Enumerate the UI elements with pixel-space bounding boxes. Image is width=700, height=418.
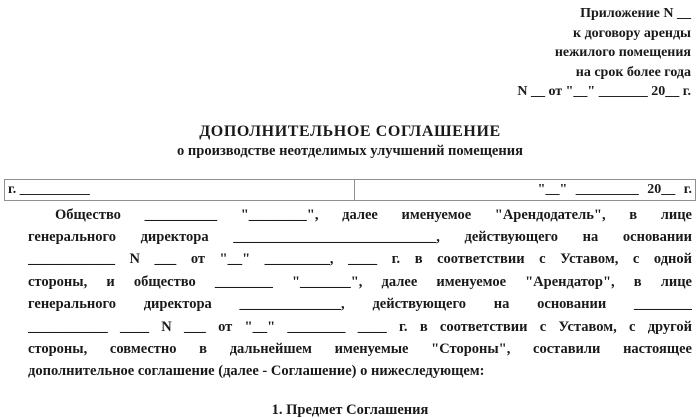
preamble-line: генерального директора ______________, действующего на основании ________ <box>28 296 692 313</box>
appendix-number-date-line: N __ от "__" _______ 20__ г. <box>517 84 691 99</box>
title-block <box>0 123 700 162</box>
preamble-line: стороны, и общество ________ "_______", далее именуемое "Арендатор", в лице <box>28 273 692 290</box>
preamble-paragraph <box>28 204 692 383</box>
preamble-line: ____________ N ___ от "__" _________, ____ г. в соответствии с Уставом, с одной <box>28 251 692 268</box>
appendix-line: нежилого помещения <box>554 45 691 60</box>
city-field: г. __________ <box>5 180 355 200</box>
preamble-line: дополнительное соглашение (далее - Соглашение) о нижеследующем: <box>28 363 485 380</box>
document-subtitle: о производстве неотделимых улучшений помещения <box>177 142 523 159</box>
document-title: ДОПОЛНИТЕЛЬНОЕ СОГЛАШЕНИЕ <box>199 122 501 140</box>
preamble-line: стороны, совместно в дальнейшем именуемые "Стороны", составили настоящее <box>28 340 692 357</box>
preamble-line: генерального директора ____________________________, действующего на основании <box>28 228 692 245</box>
date-field: "__" _________ 20__ г. <box>537 181 692 197</box>
appendix-line: Приложение N __ <box>580 6 691 21</box>
preamble-line: ___________ ____ N ___ от "__" ________ ____ г. в соответствии с Уставом, с другой <box>28 318 692 335</box>
section-1-heading: 1. Предмет Соглашения <box>271 401 429 418</box>
city-date-row <box>4 179 696 201</box>
appendix-reference-block <box>0 0 700 102</box>
appendix-line: к договору аренды <box>573 25 691 41</box>
preamble-line: Общество __________ "________", далее именуемое "Арендодатель", в лице <box>55 206 692 223</box>
appendix-line: на срок более года <box>575 64 691 80</box>
